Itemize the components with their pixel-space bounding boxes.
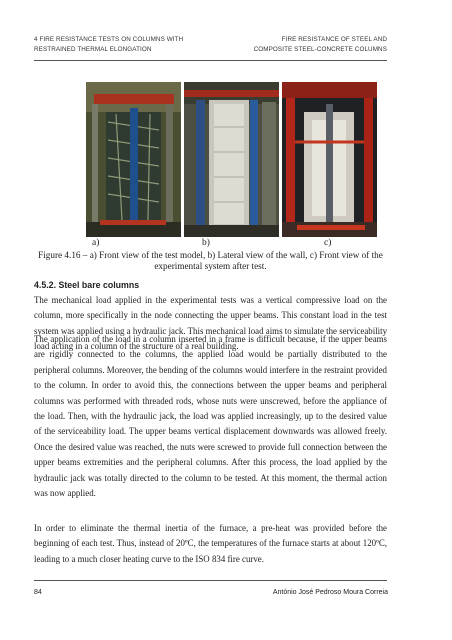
photo-front-view-test-model [86, 82, 181, 237]
running-header-left [34, 35, 183, 55]
figure-caption [34, 250, 387, 272]
running-header-right [254, 35, 387, 55]
paragraph-3: In order to eliminate the thermal inertia of the furnace, a pre-heat was provided before the beginning of each test. Thus, instead of 20ºC, the temperatures of the furnace starts at about 120ºC, leading to a much closer heating curve to the ISO 834 fire curve. [34, 523, 387, 564]
author-name: António José Pedroso Moura Correia [272, 589, 388, 596]
photo-lateral-view-wall [184, 82, 279, 237]
paragraph-1: The mechanical load applied in the experimental tests was a vertical compressive load on the column, more specifically in the node connecting the upper beams. This constant load in the test system was applied using a hydraulic jack. This mechanical load aims to simulate the serviceability load acting in a column of the structure of a real building. [34, 295, 388, 352]
paragraph-2: The application of the load in a column inserted in a frame is difficult because, if the upper beams are rigidly connected to the columns, the applied load would be partially distributed to the peripheral columns. Moreover, the bending of the columns would interfere in the restraint provided to the column. In order to avoid this, the connections between the upper beams and peripheral columns was performed with threaded rods, whose nuts were unscrewed, before the appliance of the load. Then, with the hydraulic jack, the load was applied increasingly, up to the desired value of the serviceability load. The upper beams vertical displacement downwards was allowed freely. Once the desired value was reached, the nuts were screwed to provide full connection between the upper beams extremities and the peripheral columns. After this process, the load applied by the hydraulic jack was totally directed to the column to be tested. At this moment, the thermal action was now applied. [34, 334, 387, 499]
header-left-line1: 4 FIRE RESISTANCE TESTS ON COLUMNS WITH [34, 36, 184, 43]
header-rule [34, 60, 387, 61]
header-right-line2: COMPOSITE STEEL-CONCRETE COLUMNS [253, 46, 387, 53]
header-right-line1: FIRE RESISTANCE OF STEEL AND [281, 36, 387, 43]
photo-front-view-after-test [282, 82, 377, 237]
footer-rule [34, 580, 387, 581]
page-number: 84 [34, 589, 42, 596]
caption-line2: experimental system after test. [154, 261, 267, 271]
header-left-line2: RESTRAINED THERMAL ELONGATION [34, 46, 152, 53]
section-heading: 4.5.2. Steel bare columns [34, 280, 140, 290]
sublabel-c: c) [324, 238, 332, 248]
caption-line1: Figure 4.16 – a) Front view of the test model, b) Lateral view of the wall, c) Front view of the [38, 250, 383, 260]
sublabel-b: b) [202, 238, 210, 248]
sublabel-a: a) [92, 238, 100, 248]
